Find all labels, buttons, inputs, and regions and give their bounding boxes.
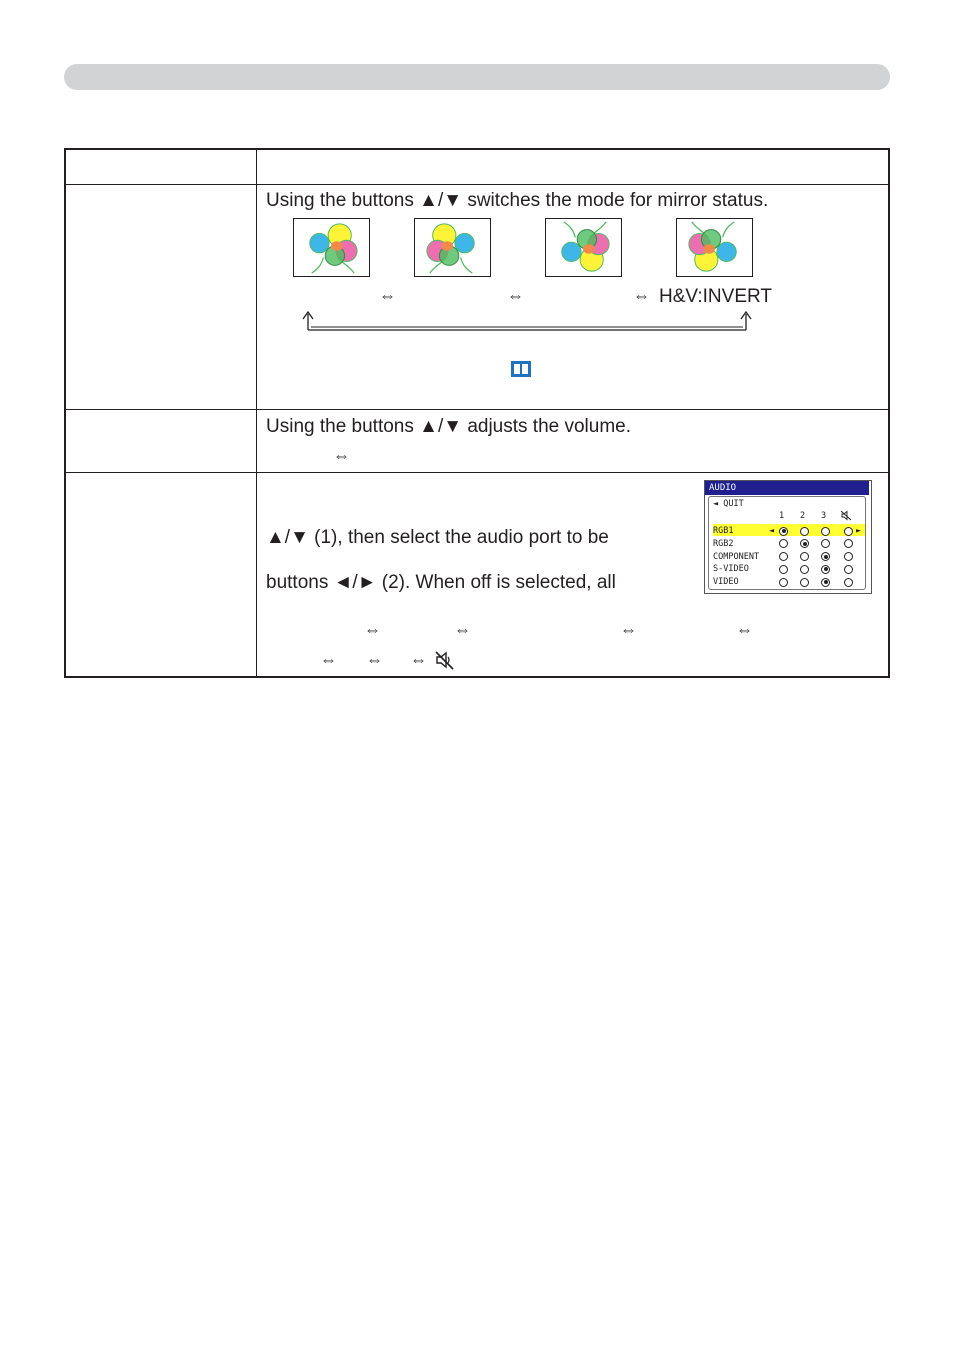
audio-port-radio[interactable]	[844, 565, 853, 574]
mirror-hv-invert-image	[676, 218, 753, 277]
table-divider	[66, 409, 888, 410]
audio-port-radio[interactable]	[800, 527, 809, 536]
audio-port-radio[interactable]	[779, 565, 788, 574]
audio-description-line2: buttons ◄/► (2). When off is selected, all	[266, 572, 616, 593]
audio-port-radio[interactable]	[800, 578, 809, 587]
volume-arrow: ⇔	[333, 446, 350, 465]
audio-port-radio[interactable]	[821, 527, 830, 536]
table-column-divider	[256, 150, 257, 676]
audio-row-label[interactable]: COMPONENT	[713, 551, 760, 562]
audio-port-radio[interactable]	[844, 539, 853, 548]
settings-table	[64, 148, 890, 678]
audio-cycle-arrow: ⇔	[736, 620, 753, 639]
audio-port-radio[interactable]	[779, 527, 788, 536]
audio-row-highlight	[713, 524, 865, 536]
table-divider	[66, 472, 888, 473]
audio-cycle-arrow: ⇔	[364, 620, 381, 639]
book-icon	[510, 360, 532, 378]
cycle-arrow: ⇔	[379, 286, 396, 305]
audio-menu-body	[708, 496, 866, 590]
audio-cycle-arrow: ⇔	[620, 620, 637, 639]
audio-port-radio[interactable]	[779, 578, 788, 587]
audio-menu-screenshot	[704, 480, 872, 594]
quit-item: ◄ QUIT	[713, 499, 744, 509]
audio-port-radio[interactable]	[800, 539, 809, 548]
audio-port-radio[interactable]	[800, 565, 809, 574]
cycle-arrow: ⇔	[633, 286, 650, 305]
table-divider	[66, 184, 888, 185]
audio-cycle-arrow: ⇔	[366, 650, 383, 669]
audio-port-radio[interactable]	[844, 578, 853, 587]
audio-row-label[interactable]: VIDEO	[713, 577, 739, 588]
right-arrow-icon: ►	[856, 526, 862, 536]
mirror-description: Using the buttons ▲/▼ switches the mode for mirror status.	[266, 190, 769, 211]
audio-port-radio[interactable]	[800, 552, 809, 561]
audio-row-label[interactable]: S-VIDEO	[713, 564, 749, 575]
audio-port-radio[interactable]	[821, 552, 830, 561]
mute-column-icon	[840, 510, 852, 521]
audio-port-radio[interactable]	[844, 527, 853, 536]
audio-cycle-arrow: ⇔	[320, 650, 337, 669]
column-header-3: 3	[821, 511, 827, 521]
audio-cycle-arrow: ⇔	[410, 650, 427, 669]
audio-port-radio[interactable]	[821, 539, 830, 548]
return-loop-arrow	[298, 308, 756, 332]
audio-port-radio[interactable]	[821, 565, 830, 574]
audio-row-label[interactable]: RGB1	[713, 526, 734, 536]
audio-port-radio[interactable]	[821, 578, 830, 587]
audio-port-radio[interactable]	[779, 552, 788, 561]
audio-port-radio[interactable]	[779, 539, 788, 548]
mirror-h-invert-image	[414, 218, 491, 277]
mirror-v-invert-image	[545, 218, 622, 277]
volume-description: Using the buttons ▲/▼ adjusts the volume.	[266, 416, 632, 437]
audio-menu-title: AUDIO	[705, 481, 869, 495]
cycle-arrow: ⇔	[507, 286, 524, 305]
column-header-1: 1	[779, 511, 785, 521]
audio-description-line1: ▲/▼ (1), then select the audio port to be	[266, 527, 609, 548]
audio-cycle-arrow: ⇔	[454, 620, 471, 639]
hv-invert-label: H&V:INVERT	[659, 286, 772, 307]
audio-row-label[interactable]: RGB2	[713, 538, 734, 549]
audio-port-radio[interactable]	[844, 552, 853, 561]
column-header-2: 2	[800, 511, 806, 521]
mute-icon	[434, 650, 456, 670]
left-arrow-icon: ◄	[769, 526, 775, 536]
section-header-bar	[64, 64, 890, 90]
mirror-normal-image	[293, 218, 370, 277]
